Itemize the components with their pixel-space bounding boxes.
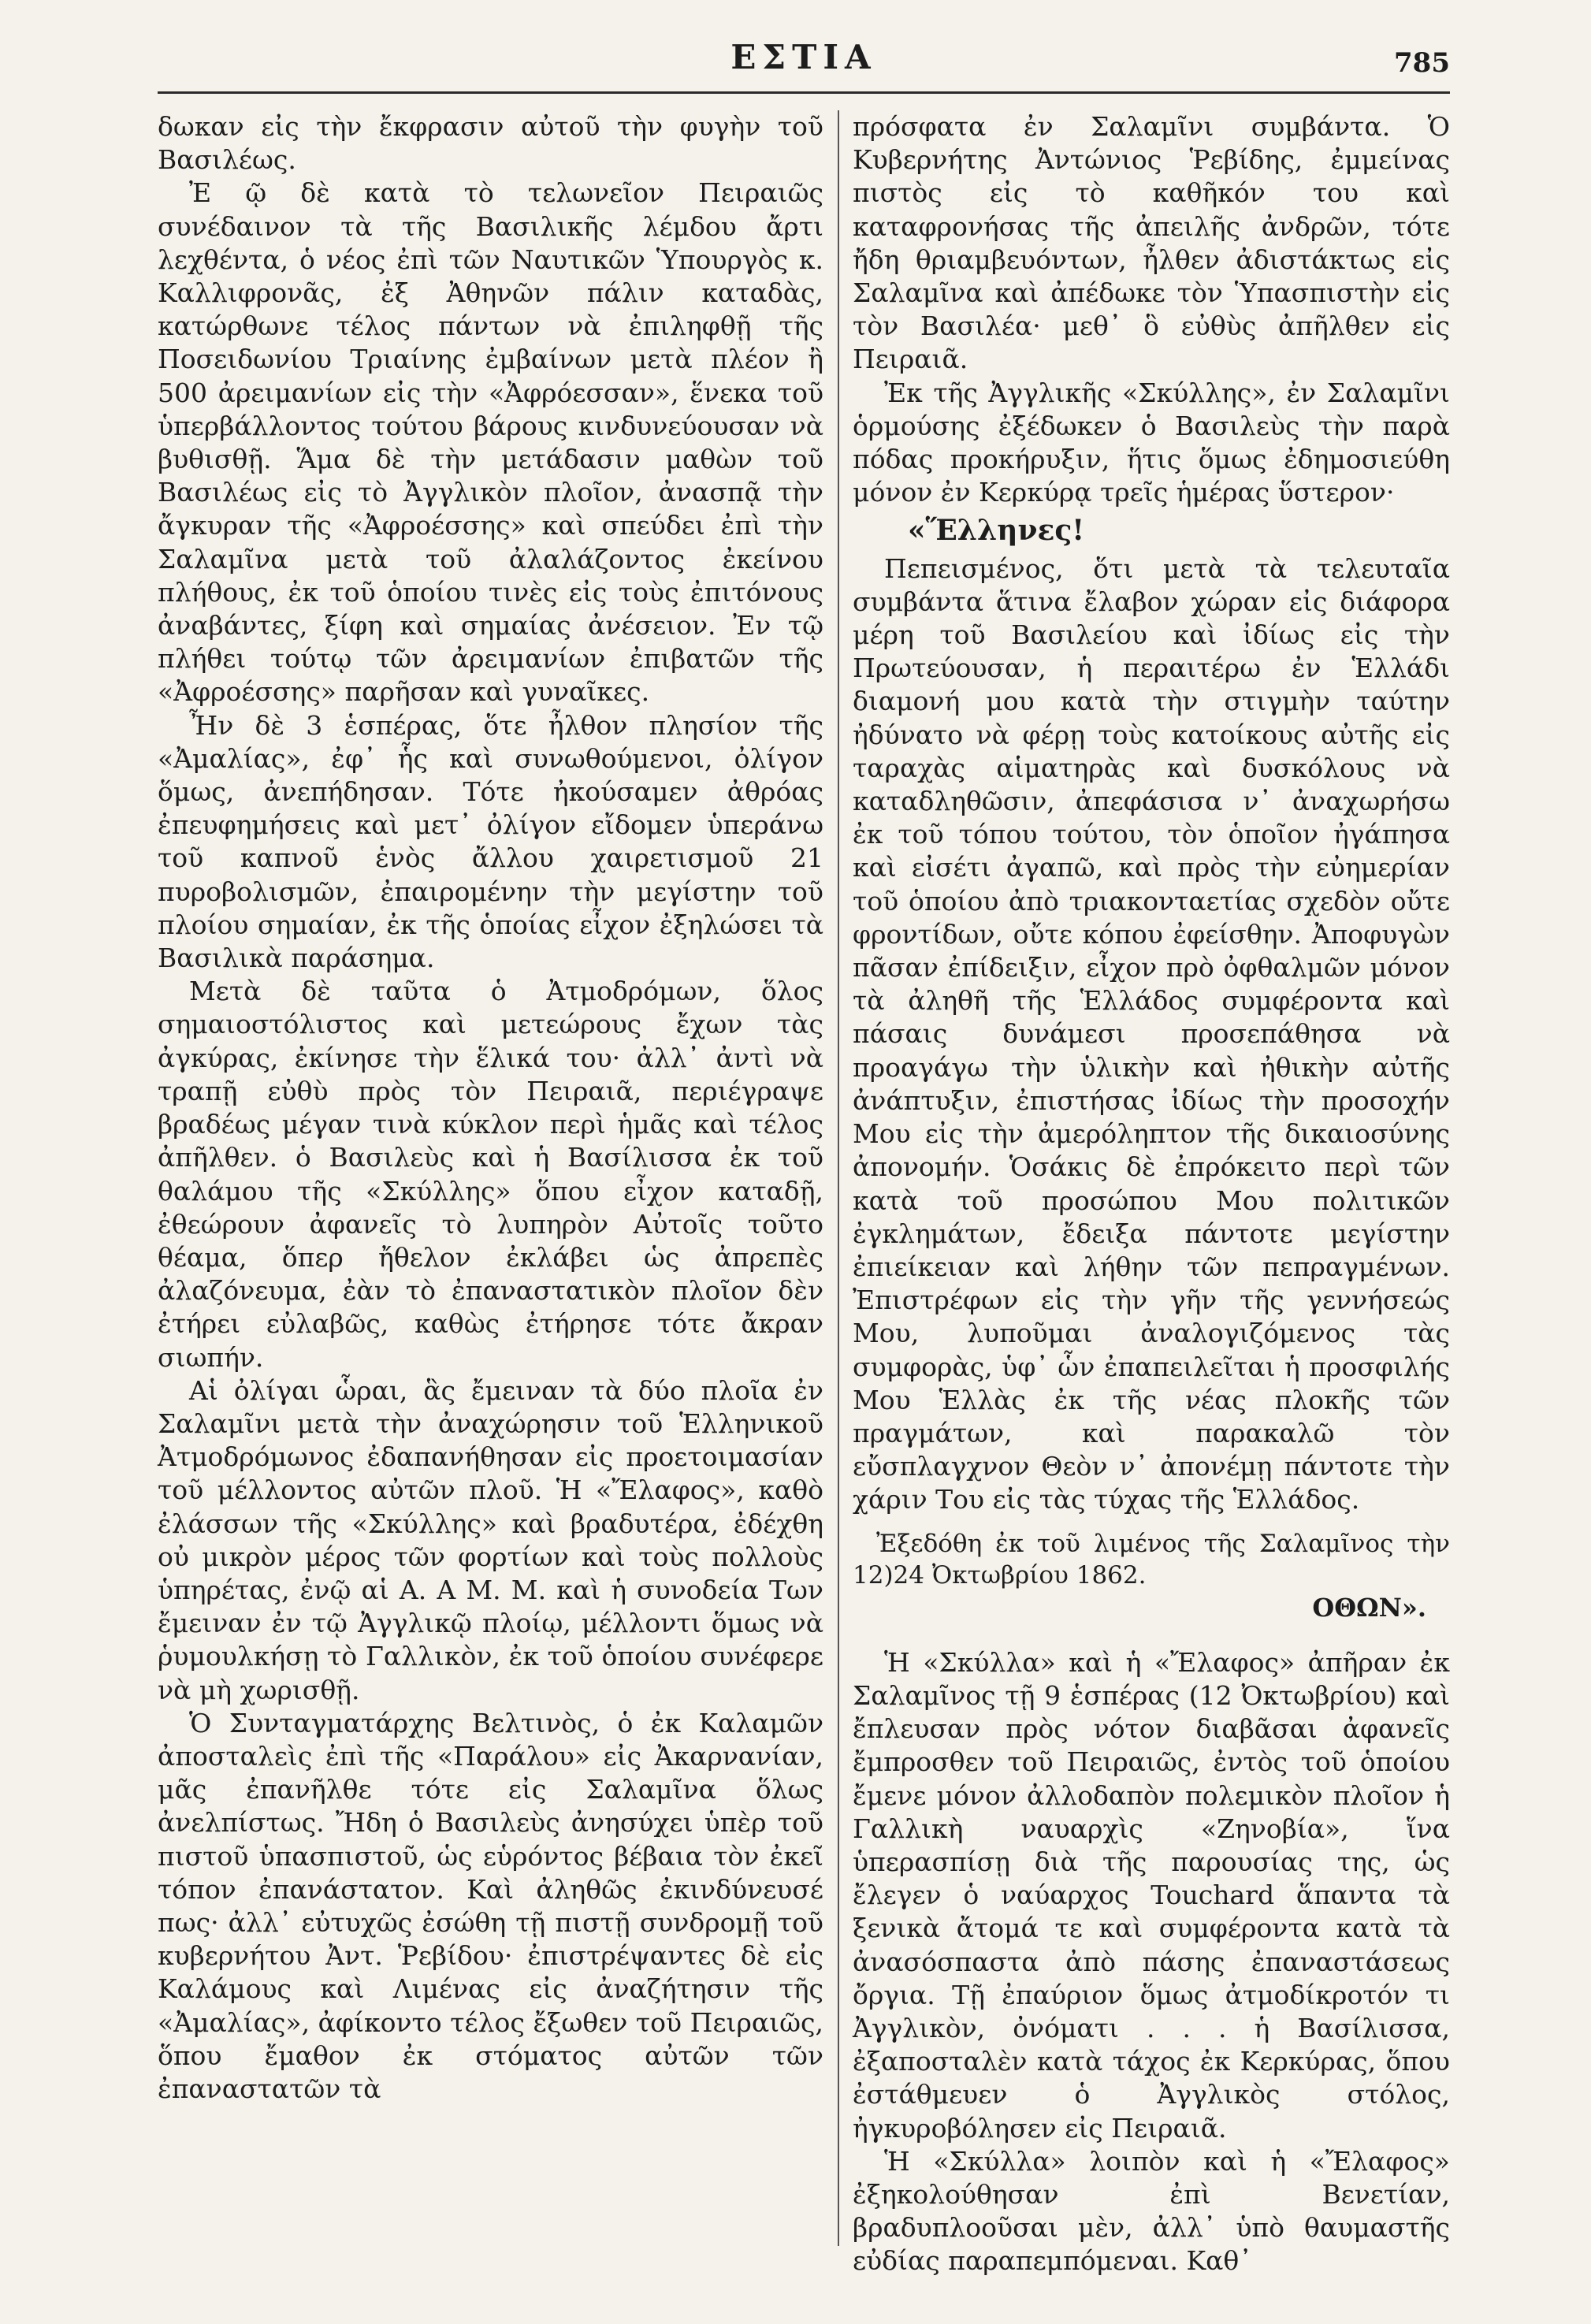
spacer <box>853 1624 1450 1646</box>
right-paragraph: Ἡ «Σκύλλα» καὶ ἡ «Ἔλαφος» ἀπῆραν ἐκ Σαλαμῖνος τῇ 9 ἑσπέρας (12 Ὀκτωβρίου) καὶ ἔπλευσαν πρὸς νότον διαβᾶσαι ἀφανεῖς ἔμπροσθεν τοῦ Πειραιῶς, ἐντὸς τοῦ ὁποίου ἔμενε μόνον ἀλλοδαπὸν πολεμικὸν πλοῖον ἡ Γαλλικὴ ναυαρχὶς «Ζηνοβία», ἵνα ὑπερασπίσῃ διὰ τῆς παρουσίας της, ὡς ἔλεγεν ὁ ναύαρχος Touchard ἅπαντα τὰ ξενικὰ ἄτομά τε καὶ συμφέροντα κατὰ τὰ ἀνασόσπαστα ἀπὸ πάσης ἐπαναστάσεως ὄργια. Τῇ ἐπαύριον ὅμως ἀτμοδίκροτόν τι Ἀγγλικὸν, ὀνόματι . . . ἡ Βασίλισσα, ἐξαποσταλὲν κατὰ τάχος ἐκ Κερκύρας, ὅπου ἐστάθμευεν ὁ Ἀγγλικὸς στόλος, ἠγκυροβόλησεν εἰς Πειραιᾶ. <box>853 1646 1450 2144</box>
column-divider <box>838 110 839 2246</box>
proclamation-signature: ΟΘΩΝ». <box>1312 1592 1426 1623</box>
left-paragraph: Ἐ ῷ δὲ κατὰ τὸ τελωνεῖον Πειραιῶς συνέδαινον τὰ τῆς Βασιλικῆς λέμδου ἄρτι λεχθέντα, ὁ νέος ἐπὶ τῶν Ναυτικῶν Ὑπουργὸς κ. Καλλιφρονᾶς, ἐξ Ἀθηνῶν πάλιν καταδὰς, κατώρθωνε τέλος πάντων νὰ ἐπιληφθῇ τῆς Ποσειδωνίου Τριαίνης ἐμβαίνων μετὰ πλέον ἢ 500 ἀρειμανίων εἰς τὴν «Ἀφρόεσσαν», ἕνεκα τοῦ ὑπερβάλλοντος τούτου βάρους κινδυνεύουσαν νὰ βυθισθῇ. Ἅμα δὲ τὴν μετάδασιν μαθὼν τοῦ Βασιλέως εἰς τὸ Ἀγγλικὸν πλοῖον, ἀνασπᾷ τὴν ἄγκυραν τῆς «Ἀφροέσσης» καὶ σπεύδει ἐπὶ τὴν Σαλαμῖνα μετὰ τοῦ ἀλαλάζοντος ἐκείνου πλήθους, ἐκ τοῦ ὁποίου τινὲς εἰς τοὺς ἐπιτόνους ἀναβάντες, ξίφη καὶ σημαίας ἀνέσειον. Ἐν τῷ πλήθει τούτῳ τῶν ἀρειμανίων ἐπιβατῶν τῆς «Ἀφροέσσης» παρῆσαν καὶ γυναῖκες. <box>158 177 823 708</box>
left-paragraph: Ὁ Συνταγματάρχης Βελτινὸς, ὁ ἐκ Καλαμῶν ἀποσταλεὶς ἐπὶ τῆς «Παράλου» εἰς Ἀκαρνανίαν, μᾶς ἐπανῆλθε τότε εἰς Σαλαμῖνα ὅλως ἀνελπίστως. Ἤδη ὁ Βασιλεὺς ἀνησύχει ὑπὲρ τοῦ πιστοῦ ὑπασπιστοῦ, ὡς εὑρόντος βέβαια τὸν ἐκεῖ τόπον ἐπανάστατον. Καὶ ἀληθῶς ἐκινδύνευσέ πως· ἀλλ᾿ εὐτυχῶς ἐσώθη τῇ πιστῇ συνδρομῇ τοῦ κυβερνήτου Ἀντ. Ῥεβίδου· ἐπιστρέψαντες δὲ εἰς Καλάμους καὶ Λιμένας εἰς ἀναζήτησιν τῆς «Ἀμαλίας», ἀφίκοντο τέλος ἔξωθεν τοῦ Πειραιῶς, ὅπου ἔμαθον ἐκ στόματος αὐτῶν τῶν ἐπαναστατῶν τὰ <box>158 1707 823 2104</box>
left-paragraph: δωκαν εἰς τὴν ἔκφρασιν αὐτοῦ τὴν φυγὴν τοῦ Βασιλέως. <box>158 111 823 176</box>
page-number: 785 <box>1394 47 1450 79</box>
proclamation-text: Πεπεισμένος, ὅτι μετὰ τὰ τελευταῖα συμβάντα ἅτινα ἔλαβον χώραν εἰς διάφορα μέρη τοῦ Βασιλείου καὶ ἰδίως εἰς τὴν Πρωτεύουσαν, ἡ περαιτέρω ἐν Ἑλλάδι διαμονή μου κατὰ τὴν στιγμὴν ταύτην ἠδύνατο νὰ φέρῃ τοὺς κατοίκους αὐτῆς εἰς ταραχὰς αἱματηρὰς καὶ δυσκόλους νὰ καταδληθῶσιν, ἀπεφάσισα ν᾿ ἀναχωρήσω ἐκ τοῦ τόπου τούτου, τὸν ὁποῖον ἠγάπησα καὶ εἰσέτι ἀγαπῶ, καὶ πρὸς τὴν εὐημερίαν τοῦ ὁποίου ἀπὸ τριακονταετίας σχεδὸν οὔτε φροντίδων, οὔτε κόπου ἐφείσθην. Ἀποφυγὼν πᾶσαν ἐπίδειξιν, εἶχον πρὸ ὀφθαλμῶν μόνον τὰ ἀληθῆ τῆς Ἑλλάδος συμφέροντα καὶ πάσαις δυνάμεσι προσεπάθησα νὰ προαγάγω τὴν ὑλικὴν καὶ ἠθικὴν αὐτῆς ἀνάπτυξιν, ἐπιστήσας ἰδίως τὴν προσοχήν Μου εἰς τὴν ἀμερόληπτον τῆς δικαιοσύνης ἀπονομήν. Ὁσάκις δὲ ἐπρόκειτο περὶ τῶν κατὰ τοῦ προσώπου Μου πολιτικῶν ἐγκλημάτων, ἔδειξα πάντοτε μεγίστην ἐπιείκειαν καὶ λήθην τῶν πεπραγμένων. Ἐπιστρέφων εἰς τὴν γῆν τῆς γεννήσεώς Μου, λυποῦμαι ἀναλογιζόμενος τὰς συμφορὰς, ὑφ᾿ ὧν ἐπαπειλεῖται ἡ προσφιλής Μου Ἑλλὰς ἐκ τῆς νέας πλοκῆς τῶν πραγμάτων, καὶ παρακαλῶ τὸν εὔσπλαγχνον Θεὸν ν᾿ ἀπονέμῃ πάντοτε τὴν χάριν Του εἰς τὰς τύχας τῆς Ἑλλάδος. <box>853 552 1450 1515</box>
right-paragraph: Ἐκ τῆς Ἀγγλικῆς «Σκύλλης», ἐν Σαλαμῖνι ὁρμούσης ἐξέδωκεν ὁ Βασιλεὺς τὴν παρὰ πόδας προκήρυξιν, ἥτις ὅμως ἐδημοσιεύθη μόνον ἐν Κερκύρᾳ τρεῖς ἡμέρας ὕστερον· <box>853 377 1450 508</box>
left-paragraph: Ἦν δὲ 3 ἑσπέρας, ὅτε ἦλθον πλησίον τῆς «Ἀμαλίας», ἐφ᾿ ἧς καὶ συνωθούμενοι, ὀλίγον ὅμως, ἀνεπήδησαν. Τότε ἠκούσαμεν ἀθρόας ἐπευφημήσεις καὶ μετ᾿ ὀλίγον εἴδομεν ὑπεράνω τοῦ καπνοῦ ἑνὸς ἄλλου χαιρετισμοῦ 21 πυροβολισμῶν, ἐπαιρομένην τὴν μεγίστην τοῦ πλοίου σημαίαν, ἐκ τῆς ὁποίας εἶχον ἐξηλώσει τὰ Βασιλικὰ παράσημα. <box>158 709 823 974</box>
masthead-title: ΕΣΤΙΑ <box>730 38 877 76</box>
right-column <box>853 110 1450 2278</box>
proclamation-heading: «Ἕλληνες! <box>908 514 1085 548</box>
left-paragraph: Μετὰ δὲ ταῦτα ὁ Ἀτμοδρόμων, ὅλος σημαιοστόλιστος καὶ μετεώρους ἔχων τὰς ἀγκύρας, ἐκίνησε τὴν ἕλικά του· ἀλλ᾿ ἀντὶ νὰ τραπῇ εὐθὺ πρὸς τὸν Πειραιᾶ, περιέγραψε βραδέως μέγαν τινὰ κύκλον περὶ ἡμᾶς καὶ τέλος ἀπῆλθεν. ὁ Βασιλεὺς καὶ ἡ Βασίλισσα ἐκ τοῦ θαλάμου τῆς «Σκύλλης» ὅπου εἶχον καταδῇ, ἐθεώρουν ἀφανεῖς τὸ λυπηρὸν Αὐτοῖς τοῦτο θέαμα, ὅπερ ἤθελον ἐκλάβει ὡς ἀπρεπὲς ἀλαζόνευμα, ἐὰν τὸ ἐπαναστατικὸν πλοῖον δὲν ἐτήρει εὐλαβῶς, καθὼς ἐτήρησε τότε ἄκραν σιωπήν. <box>158 976 823 1373</box>
proclamation-dateline: Ἐξεδόθη ἐκ τοῦ λιμένος τῆς Σαλαμῖνος τὴν 12)24 Ὀκτωβρίου 1862. <box>853 1529 1450 1590</box>
left-column <box>158 110 823 2106</box>
right-paragraph: πρόσφατα ἐν Σαλαμῖνι συμβάντα. Ὁ Κυβερνήτης Ἀντώνιος Ῥεβίδης, ἐμμείνας πιστὸς εἰς τὸ καθῆκόν του καὶ καταφρονήσας τῆς ἀπειλῆς ἀνδρῶν, τότε ἤδη θριαμβευόντων, ἦλθεν ἀδιστάκτως εἰς Σαλαμῖνα καὶ ἀπέδωκε τὸν Ὑπασπιστὴν εἰς τὸν Βασιλέα· μεθ᾿ ὃ εὐθὺς ἀπῆλθεν εἰς Πειραιᾶ. <box>853 111 1450 375</box>
page-header <box>158 32 1450 88</box>
right-paragraph: Ἡ «Σκύλλα» λοιπὸν καὶ ἡ «Ἔλαφος» ἐξηκολούθησαν ἐπὶ Βενετίαν, βραδυπλοοῦσαι μὲν, ἀλλ᾿ ὑπὸ θαυμαστῆς εὐδίας παραπεμπόμεναι. Καθ᾿ <box>853 2145 1450 2277</box>
left-paragraph: Αἱ ὀλίγαι ὧραι, ἃς ἔμειναν τὰ δύο πλοῖα ἐν Σαλαμῖνι μετὰ τὴν ἀναχώρησιν τοῦ Ἑλληνικοῦ Ἀτμοδρόμωνος ἐδαπανήθησαν εἰς προετοιμασίαν τοῦ μέλλοντος αὐτῶν πλοῦ. Ἡ «Ἔλαφος», καθὸ ἐλάσσων τῆς «Σκύλλης» καὶ βραδυτέρα, ἐδέχθη οὐ μικρὸν μέρος τῶν φορτίων καὶ τοὺς πολλοὺς ὑπηρέτας, ἐνῷ αἱ Α. Α Μ. Μ. καὶ ἡ συνοδεία Των ἔμειναν ἐν τῷ Ἀγγλικῷ πλοίῳ, μέλλοντι ὅμως νὰ ῥυμουλκήσῃ τὸ Γαλλικὸν, ἐκ τοῦ ὁποίου συνέφερε νὰ μὴ χωρισθῇ. <box>158 1374 823 1705</box>
header-rule <box>158 91 1450 94</box>
